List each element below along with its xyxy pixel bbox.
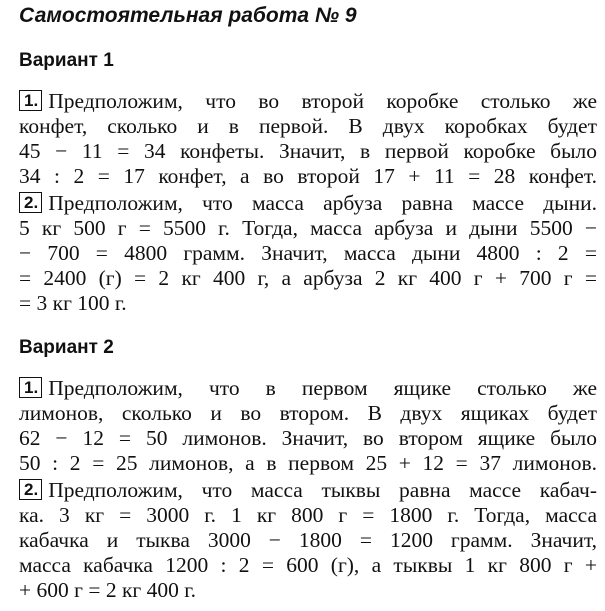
task-line: + 600 г = 2 кг 400 г. — [19, 578, 196, 602]
task-line: масса кабачка 1200 : 2 = 600 (г), а тыквы 1 кг 800 г + — [19, 553, 597, 577]
task-line: 62 − 12 = 50 лимонов. Значит, во втором ящике было — [19, 426, 597, 450]
task-line: 5 кг 500 г = 5500 г. Тогда, масса арбуза и дыни 5500 − — [19, 216, 597, 240]
task-line — [19, 375, 597, 401]
task-text: Предположим, что в первом ящике столько же — [48, 376, 597, 400]
task-line: = 2400 (г) = 2 кг 400 г, а арбуза 2 кг 400 г + 700 г = — [19, 266, 597, 290]
task-number-box: 2. — [19, 479, 42, 500]
task-number-box: 2. — [19, 192, 42, 213]
task-line — [19, 477, 597, 503]
task-line: лимонов, сколько и во втором. В двух ящиках будет — [19, 401, 597, 425]
task-text: Предположим, что масса тыквы равна массе кабач- — [48, 478, 597, 502]
task-line — [19, 88, 597, 114]
task-line: = 3 кг 100 г. — [19, 291, 127, 315]
task-line: кабачка и тыква 3000 − 1800 = 1200 грамм. Значит, — [19, 528, 597, 552]
task-line: 50 : 2 = 25 лимонов, а в первом 25 + 12 = 37 лимонов. — [19, 451, 597, 475]
task-line: 45 − 11 = 34 конфеты. Значит, в первой коробке было — [19, 139, 597, 163]
task-number-box: 1. — [19, 377, 42, 398]
variant-1-heading: Вариант 1 — [19, 50, 114, 71]
variant-2-heading: Вариант 2 — [19, 337, 114, 358]
task-line: ка. 3 кг = 3000 г. 1 кг 800 г = 1800 г. Тогда, масса — [19, 503, 597, 527]
task-number-box: 1. — [19, 90, 42, 111]
task-text: Предположим, что во второй коробке столько же — [48, 89, 597, 113]
task-text: Предположим, что масса арбуза равна массе дыни. — [48, 191, 597, 215]
task-line: − 700 = 4800 грамм. Значит, масса дыни 4800 : 2 = — [19, 241, 597, 265]
task-line — [19, 190, 597, 216]
task-line: 34 : 2 = 17 конфет, а во второй 17 + 11 = 28 конфет. — [19, 164, 597, 188]
page-title: Самостоятельная работа № 9 — [19, 4, 357, 27]
task-line: конфет, сколько и в первой. В двух коробках будет — [19, 114, 597, 138]
